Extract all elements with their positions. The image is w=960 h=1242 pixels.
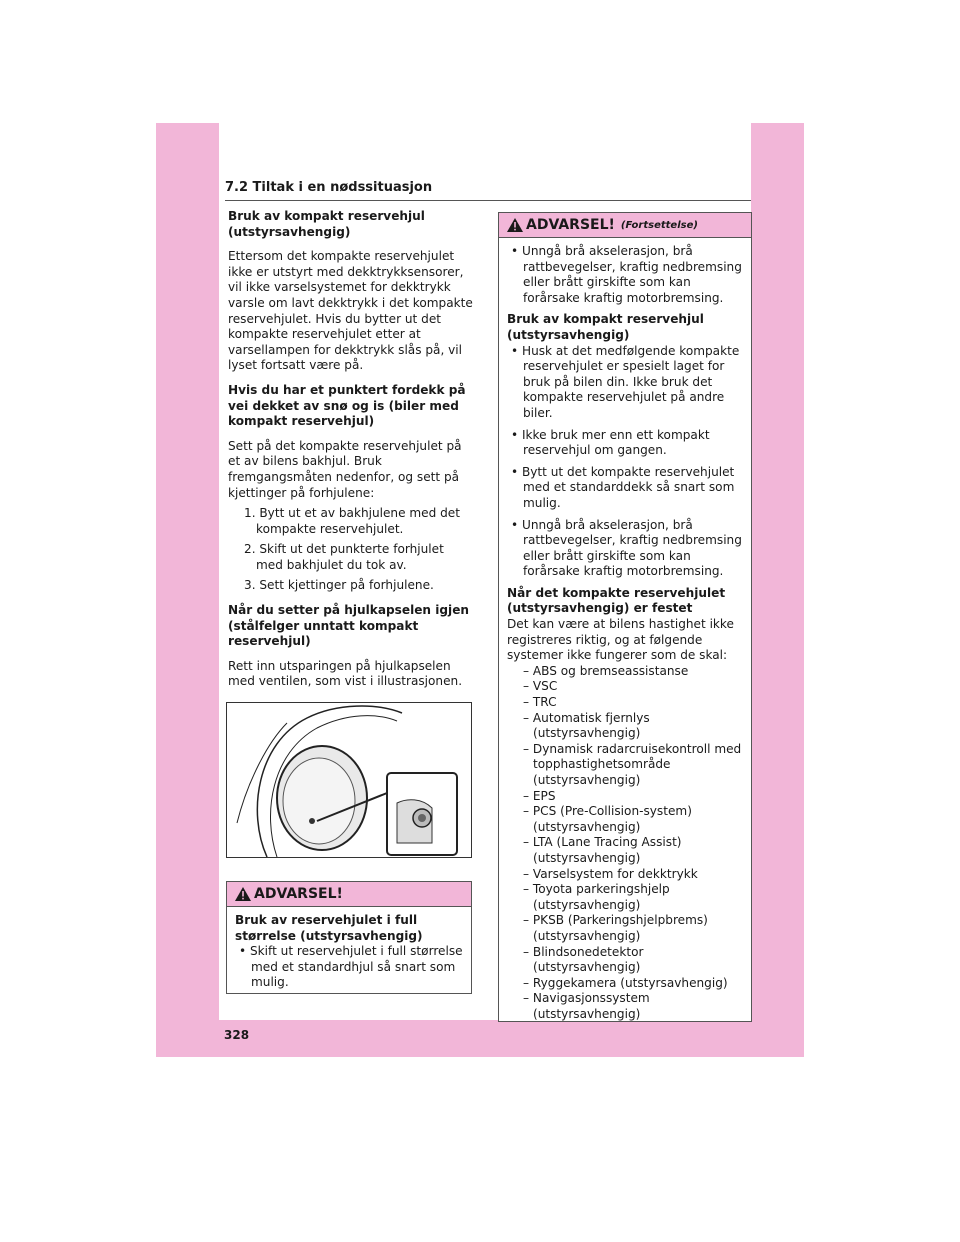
list-item: 1. Bytt ut et av bakhjulene med det kompakte reservehjulet. (244, 506, 460, 536)
heading-compact-spare: Bruk av kompakt reservehjul (utstyrsavhengig) (228, 209, 425, 239)
list-item: – Varselsystem for dekktrykk (523, 866, 698, 881)
warning-paragraph: Det kan være at bilens hastighet ikke registreres riktig, og at følgende systemer ikke fungerer som de skal: (507, 617, 734, 663)
warning-bullet: • Unngå brå akselerasjon, brå rattbevegelser, kraftig nedbremsing eller brått girskifte som kan forårsake kraftig motorbremsing. (511, 244, 742, 305)
header-divider (225, 200, 751, 201)
warning-triangle-icon (507, 218, 523, 232)
list-item: 3. Sett kjettinger på forhjulene. (244, 578, 434, 593)
section-header: 7.2 Tiltak i en nødssituasjon (225, 180, 433, 195)
list-item: – Automatisk fjernlys (utstyrsavhengig) (523, 710, 650, 741)
warning-heading: Bruk av reservehjulet i full størrelse (utstyrsavhengig) (235, 913, 423, 943)
warning-triangle-icon (235, 887, 251, 901)
warning-box-full-size (226, 881, 472, 994)
warning-heading: Når det kompakte reservehjulet (utstyrsavhengig) er festet (507, 585, 726, 616)
footer-band (219, 1020, 751, 1057)
warning-bullet: • Unngå brå akselerasjon, brå rattbevegelser, kraftig nedbremsing eller brått girskifte som kan forårsake kraftig motorbremsing. (511, 517, 742, 579)
warning-header (227, 882, 471, 907)
list-item: – TRC (523, 695, 557, 710)
list-item: – Navigasjonssystem (utstyrsavhengig) (523, 991, 650, 1021)
list-item: – Blindsonedetektor (utstyrsavhengig) (523, 944, 644, 975)
warning-header (499, 213, 751, 238)
warning-bullet: • Skift ut reservehjulet i full størrelse med et standardhjul så snart som mulig. (239, 944, 463, 990)
left-margin-band (156, 123, 219, 1057)
right-margin-band (751, 123, 804, 1057)
list-item: – PCS (Pre-Collision-system) (utstyrsavhengig) (523, 804, 692, 834)
page-number: 328 (224, 1028, 250, 1042)
list-item: – EPS (523, 788, 556, 803)
warning-bullet: • Bytt ut det kompakte reservehjulet med et standarddekk så snart som mulig. (511, 464, 735, 510)
paragraph-snow-ice: Sett på det kompakte reservehjulet på et av bilens bakhjul. Bruk fremgangsmåten nedenfor, og sett på kjettinger på forhjulene: (228, 438, 462, 500)
heading-snow-ice: Hvis du har et punktert fordekk på vei dekket av snø og is (biler med kompakt reservehjul) (228, 382, 466, 429)
warning-title: ADVARSEL! (254, 886, 343, 902)
warning-title: ADVARSEL! (526, 217, 615, 233)
list-item: – PKSB (Parkeringshjelpbrems) (utstyrsavhengig) (523, 913, 708, 943)
paragraph-hubcap: Rett inn utsparingen på hjulkapselen med ventilen, som vist i illustrasjonen. (228, 658, 463, 689)
steps-list (228, 506, 473, 594)
warning-bullet: • Ikke bruk mer enn ett kompakt reservehjul om gangen. (511, 427, 710, 458)
warning-bullet: • Husk at det medfølgende kompakte reservehjulet er spesielt laget for bruk på bilen din. Ikke bruk det kompakte reservehjulet på andre biler. (511, 343, 740, 420)
warning-heading: Bruk av kompakt reservehjul (utstyrsavhengig) (507, 312, 704, 342)
left-column (228, 209, 473, 699)
list-item: – Dynamisk radarcruisekontroll med topphastighetsområde (utstyrsavhengig) (523, 741, 742, 787)
list-item: – VSC (523, 679, 558, 694)
warning-box-continued (498, 212, 752, 1022)
warning-subtitle: (Fortsettelse) (620, 219, 698, 231)
systems-list (507, 664, 745, 1023)
list-item: – Ryggekamera (utstyrsavhengig) (523, 975, 728, 990)
list-item: – LTA (Lane Tracing Assist) (utstyrsavhengig) (523, 835, 682, 865)
heading-hubcap: Når du setter på hjulkapselen igjen (stålfelger unntatt kompakt reservehjul) (228, 603, 470, 649)
hubcap-illustration (226, 702, 472, 858)
list-item: 2. Skift ut det punkterte forhjulet med bakhjulet du tok av. (244, 542, 444, 572)
list-item: – Toyota parkeringshjelp (utstyrsavhengig) (523, 882, 670, 912)
list-item: – ABS og bremseassistanse (523, 663, 689, 678)
paragraph-compact-spare: Ettersom det kompakte reservehjulet ikke er utstyrt med dekktrykksensorer, vil ikke varselsystemet for dekktrykk varsle om lavt dekktrykk i det kompakte reservehjulet. Hvis du bytter ut det kompakte reservehjulet etter at varsellampen for dekktrykk slås på, vil lyset fortsatt være på. (228, 249, 473, 373)
